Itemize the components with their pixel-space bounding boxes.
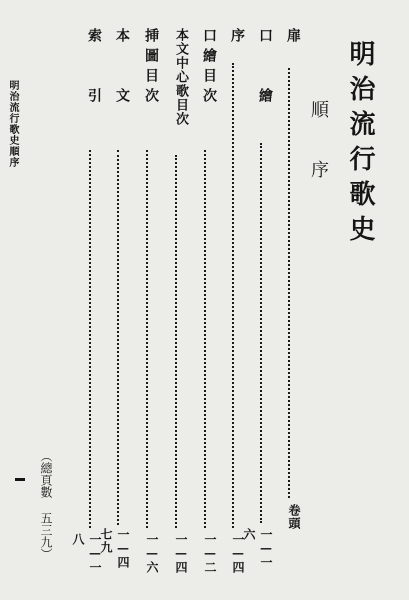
toc-label: 本文中心歌目次 — [173, 28, 188, 126]
toc-label: 口 繪 — [257, 28, 273, 108]
toc-page-range: 一—一六 — [242, 528, 273, 569]
dot-leader — [89, 150, 91, 528]
toc-page-range: 一—四 — [231, 533, 245, 574]
dot-leader — [232, 63, 234, 528]
toc-entry-plates — [242, 28, 275, 578]
total-pages-note: （總頁數 五三九） — [39, 450, 53, 560]
dot-leader — [204, 150, 206, 528]
dot-leader — [175, 155, 177, 528]
book-title: 明治流行歌史 — [345, 40, 375, 250]
toc-entry-index — [71, 28, 104, 578]
toc-page-range: 一—二 — [203, 533, 217, 574]
margin-mark — [15, 478, 25, 481]
toc-entry-preface — [219, 28, 247, 578]
dot-leader — [146, 150, 148, 528]
toc-entry-main-text — [99, 28, 132, 578]
toc-entry-plates-contents — [191, 28, 219, 578]
toc-page-range: 一—一八 — [71, 533, 102, 574]
toc-label: 口繪目次 — [201, 28, 217, 108]
toc-entry-illustrations-contents — [133, 28, 161, 578]
toc-page-range: 一—六 — [145, 533, 159, 574]
dot-leader — [260, 143, 262, 523]
section-title: 順序 — [308, 100, 329, 220]
running-head: 明治流行歌史順序 — [7, 80, 18, 168]
toc-label: 序 — [229, 28, 245, 48]
toc-page-range: 卷頭 — [287, 504, 301, 530]
toc-label: 扉 — [285, 28, 301, 48]
toc-label: 挿圖目次 — [143, 28, 159, 108]
toc-entry-song-contents — [162, 28, 190, 578]
toc-label: 本 文 — [114, 28, 130, 108]
dot-leader — [288, 68, 290, 498]
toc-label: 索 引 — [86, 28, 102, 108]
dot-leader — [117, 150, 119, 525]
toc-entry-frontispiece — [275, 28, 303, 578]
toc-page-range: 一—四 — [174, 533, 188, 574]
toc-page-range: 一—四七九 — [99, 528, 130, 569]
